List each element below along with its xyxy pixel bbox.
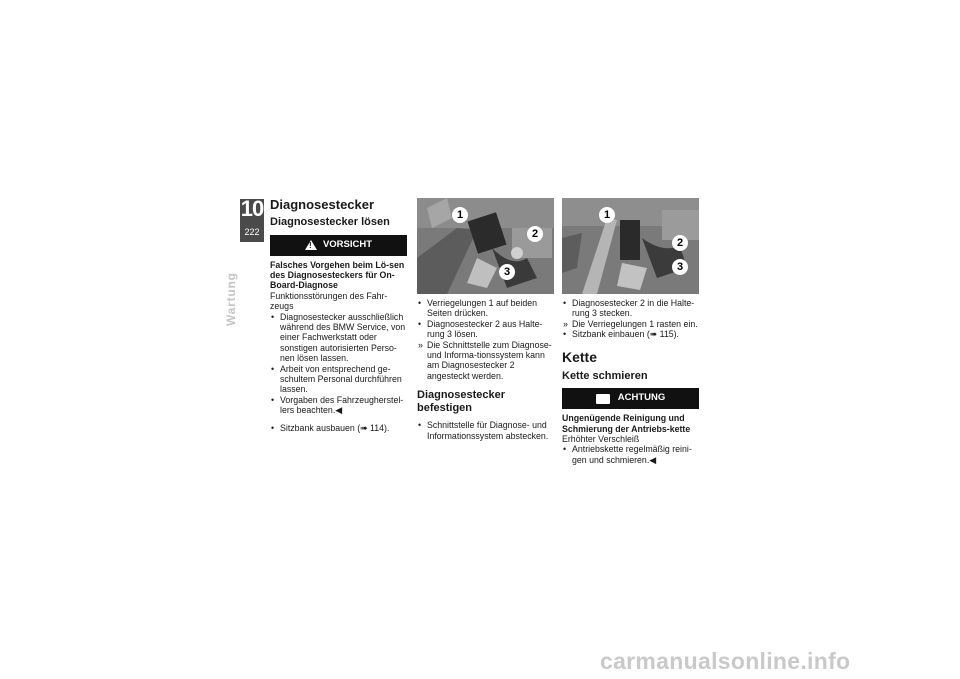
vehicle-caution-icon — [596, 394, 610, 404]
watermark-logo: carmanualsonline.info — [600, 648, 851, 674]
chapter-title: Wartung — [224, 272, 238, 326]
list-item: • Vorgaben des Fahrzeugherstel-lers beachten.◀ — [271, 394, 404, 416]
page-number: 222 — [244, 227, 260, 237]
step-text: Schnittstelle für Diagnose- und Informationssystem abstecken. — [427, 420, 549, 441]
warning-text: Funktionsstörungen des Fahr-zeugs — [270, 290, 388, 312]
step-item: • Sitzbank einbauen (➠ 115). — [563, 329, 679, 340]
warning-text: Erhöhter Verschleiß — [562, 433, 640, 444]
subsection-title: Diagnosestecker lösen — [270, 216, 390, 228]
warning-heading: Ungenügende Reinigung und Schmierung der Antriebs-kette — [562, 413, 691, 434]
list-item: • Arbeit von entsprechend ge-schultem Personal durchführen lassen. — [271, 363, 402, 395]
step-item: • Schnittstelle für Diagnose- und Informationssystem abstecken. — [418, 420, 549, 441]
callout-2: 2 — [672, 235, 688, 251]
diagnostic-connector-mounted-photo — [562, 198, 699, 294]
step-text: Sitzbank einbauen (➠ 115). — [572, 329, 679, 340]
chapter-number: 10 — [240, 196, 264, 221]
section-title: Diagnosestecker — [270, 197, 375, 212]
warning-banner — [270, 235, 407, 256]
list-item: • Diagnosestecker ausschließlich während des BMW Service, von einer Fachwerkstatt oder sonstigen autorisierten Perso-nen lösen lassen. — [271, 311, 406, 364]
list-item: • Antriebskette regelmäßig reini-gen und schmieren.◀ — [563, 444, 692, 465]
subsection-title: Kette schmieren — [562, 369, 648, 382]
column-2 — [417, 198, 554, 441]
chapter-side-label — [224, 246, 256, 326]
list-item-text: Arbeit von entsprechend ge-schultem Personal durchführen lassen. — [280, 363, 402, 395]
warning-label: ACHTUNG — [617, 392, 666, 404]
step-item: • Verriegelungen 1 auf beiden Seiten drücken. — [418, 298, 538, 319]
step-text: Verriegelungen 1 auf beiden Seiten drücken. — [427, 298, 538, 319]
warning-triangle-icon — [305, 240, 317, 250]
callout-1: 1 — [452, 207, 468, 223]
result-text: Die Verriegelungen 1 rasten ein. — [572, 318, 698, 329]
step-item: • Diagnosestecker 2 aus Halte-rung 3 lösen. — [418, 318, 543, 340]
step-item: • Sitzbank ausbauen (➠ 114). — [271, 422, 390, 433]
step-item: • Diagnosestecker 2 in die Halte-rung 3 stecken. — [563, 298, 695, 319]
step-text: Diagnosestecker 2 aus Halte-rung 3 lösen. — [427, 318, 543, 340]
list-item-text: Vorgaben des Fahrzeugherstel-lers beachten.◀ — [280, 394, 404, 416]
diagnostic-connector-photo — [417, 198, 554, 294]
subsection-title: Diagnosestecker befestigen — [417, 389, 506, 414]
warning-heading: Falsches Vorgehen beim Lö-sen des Diagnosesteckers für On-Board-Diagnose — [270, 259, 405, 291]
section-title: Kette — [562, 348, 598, 365]
column-3 — [562, 198, 699, 465]
callout-3: 3 — [499, 264, 515, 280]
warning-label: VORSICHT — [322, 238, 373, 250]
result-item: » Die Schnittstelle zum Diagnose- und Informa-tionssystem kann am Diagnosestecker 2 angesteckt werden. — [418, 339, 552, 381]
column-1 — [270, 198, 407, 433]
result-item: » Die Verriegelungen 1 rasten ein. — [563, 318, 698, 329]
step-text: Diagnosestecker 2 in die Halte-rung 3 stecken. — [572, 298, 695, 319]
list-item-text: Antriebskette regelmäßig reini-gen und schmieren.◀ — [572, 444, 692, 465]
callout-1: 1 — [599, 207, 615, 223]
caution-banner — [562, 388, 699, 409]
result-text: Die Schnittstelle zum Diagnose- und Informa-tionssystem kann am Diagnosestecker 2 angesteckt werden. — [427, 339, 552, 381]
callout-3: 3 — [672, 259, 688, 275]
step-text: Sitzbank ausbauen (➠ 114). — [280, 422, 390, 433]
callout-2: 2 — [527, 226, 543, 242]
list-item-text: Diagnosestecker ausschließlich während des BMW Service, von einer Fachwerkstatt oder sonstigen autorisierten Perso-nen lösen lassen. — [280, 311, 406, 364]
